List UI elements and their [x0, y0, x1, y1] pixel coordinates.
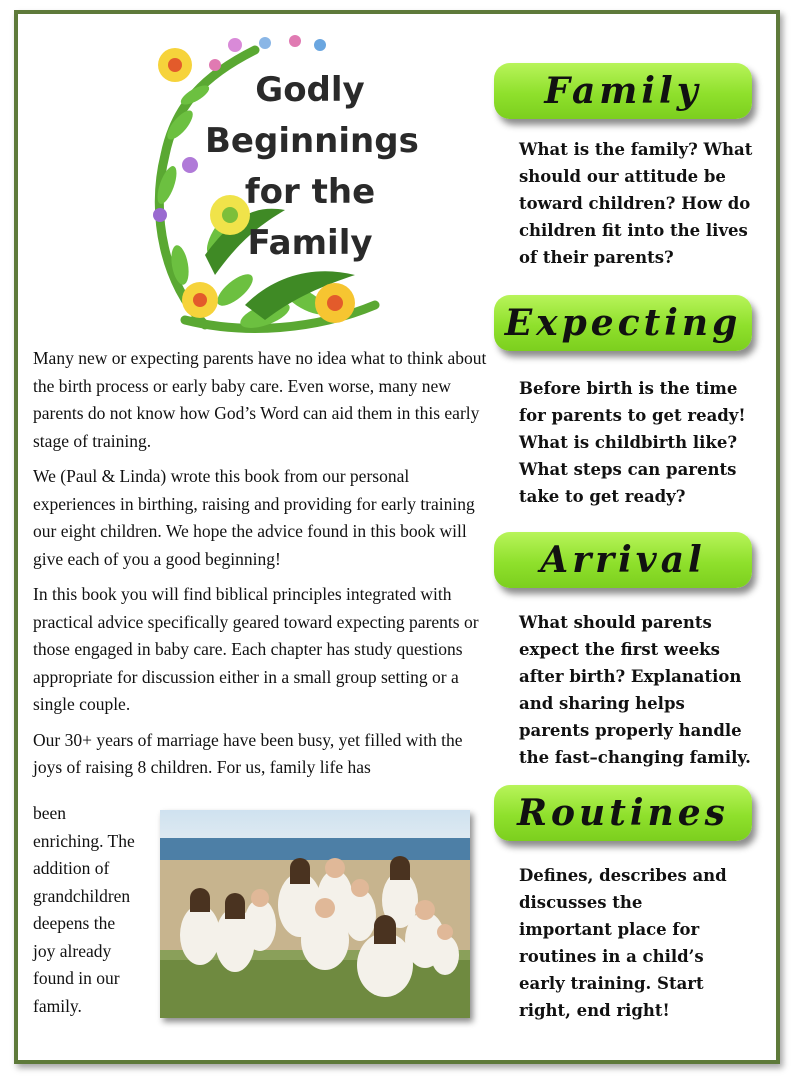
desc-line: and sharing helps [519, 694, 685, 713]
wrap-line: family. [33, 995, 82, 1016]
wrap-line: found in our [33, 968, 120, 988]
desc-line: expect the first weeks [519, 640, 720, 659]
intro-paragraph-2: We (Paul & Linda) wrote this book from our personal experiences in birthing, raising and providing for early training our eight children. We hope the advice found in this book will give each of you a good beginning! [33, 466, 475, 569]
title-line: for the [244, 172, 376, 212]
desc-line: discusses the [519, 893, 643, 912]
intro-paragraph-1: Many new or expecting parents have no idea what to think about the birth process or early baby care. Even worse, many new parents do not know how God’s Word can aid them in this early stage of training. [33, 348, 487, 451]
section-heading-family: Family [494, 63, 752, 119]
title-line: Family [247, 223, 373, 263]
desc-line: What should parents [519, 613, 712, 632]
desc-line: for parents to get ready! [519, 406, 746, 425]
intro-paragraph-4: Our 30+ years of marriage have been busy, yet filled with the joys of raising 8 children. For us, family life has [33, 729, 463, 777]
desc-line: children fit into the lives [519, 221, 748, 240]
wrap-line: deepens the [33, 913, 116, 933]
section-heading-routines: Routines [494, 785, 752, 841]
desc-line: parents properly handle [519, 721, 742, 740]
section-desc-family [519, 136, 764, 271]
desc-line: right, end right! [519, 1001, 670, 1020]
intro-text [33, 345, 493, 790]
desc-line: What is childbirth like? [519, 433, 737, 452]
section-desc-arrival [519, 609, 764, 771]
desc-line: routines in a child’s [519, 947, 704, 966]
wrap-line: joy already [33, 940, 112, 961]
section-heading-expecting: Expecting [494, 295, 752, 351]
desc-line: should our attitude be [519, 167, 726, 186]
desc-line: Defines, describes and [519, 866, 727, 885]
desc-line: Before birth is the time [519, 379, 738, 398]
desc-line: important place for [519, 920, 700, 939]
title-line: Godly [255, 70, 365, 110]
desc-line: of their parents? [519, 248, 674, 267]
section-heading-arrival: Arrival [494, 532, 752, 588]
intro-paragraph-4-wrap [33, 800, 158, 1020]
desc-line: toward children? How do [519, 194, 751, 213]
wrap-line: enriching. The [33, 830, 135, 851]
desc-line: early training. Start [519, 974, 704, 993]
desc-line: the fast–changing family. [519, 748, 751, 767]
wrap-line: addition of [33, 858, 110, 878]
title-line: Beginnings [205, 121, 419, 161]
intro-paragraph-3: In this book you will find biblical principles integrated with practical advice specifically geared toward expecting parents or those engaged in baby care. Each chapter has study questions appropriate for discussion either in a small group setting or a single couple. [33, 584, 479, 714]
section-desc-routines [519, 862, 764, 1024]
desc-line: What steps can parents [519, 460, 737, 479]
family-photo [160, 810, 470, 1018]
section-desc-expecting [519, 375, 764, 510]
wrap-line: grandchildren [33, 885, 131, 906]
flower-icon [158, 48, 192, 82]
desc-line: What is the family? What [519, 140, 753, 159]
desc-line: after birth? Explanation [519, 667, 742, 686]
wrap-line: been [33, 803, 67, 823]
desc-line: take to get ready? [519, 487, 686, 506]
book-title [205, 65, 419, 269]
